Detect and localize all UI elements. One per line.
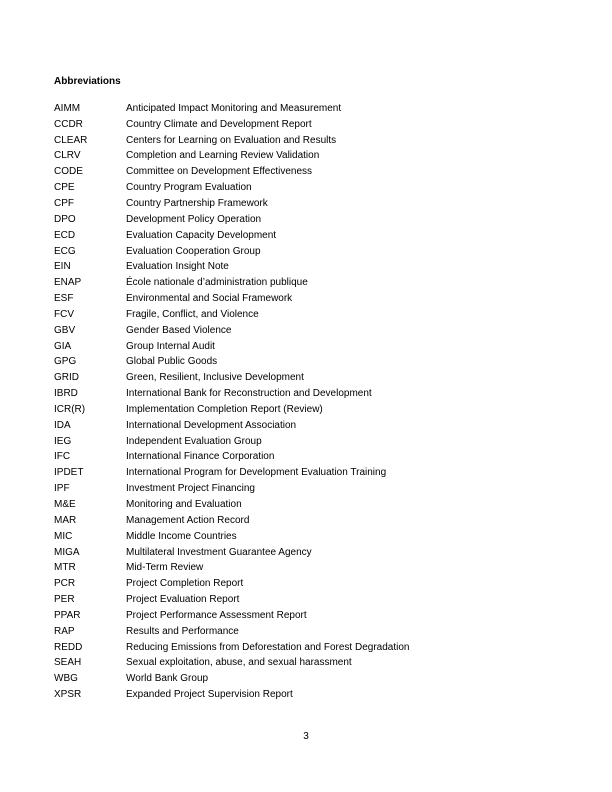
abbreviation-term: SEAH [54, 657, 82, 669]
abbreviation-definition: Expanded Project Supervision Report [126, 689, 293, 701]
abbreviation-definition: Country Climate and Development Report [126, 118, 312, 130]
abbreviation-row [54, 212, 574, 228]
abbreviation-term: CCDR [54, 118, 83, 130]
abbreviation-definition: Gender Based Violence [126, 324, 232, 336]
abbreviation-definition: Environmental and Social Framework [126, 293, 293, 305]
abbreviation-term: MAR [54, 514, 77, 526]
abbreviation-row [54, 244, 574, 260]
abbreviation-term: M&E [54, 499, 76, 511]
abbreviation-row [54, 339, 574, 355]
abbreviation-row [54, 323, 574, 339]
abbreviation-row [54, 434, 574, 450]
abbreviation-term: GBV [54, 324, 76, 336]
abbreviation-term: EIN [54, 261, 71, 273]
abbreviation-definition: Management Action Record [126, 514, 250, 526]
abbreviation-definition: Fragile, Conflict, and Violence [126, 308, 259, 320]
abbreviation-row [54, 164, 574, 180]
abbreviation-definition: International Program for Development Evaluation Training [126, 467, 387, 479]
abbreviation-row [54, 418, 574, 434]
abbreviation-term: ENAP [54, 277, 82, 289]
abbreviation-term: RAP [54, 625, 75, 637]
abbreviation-row [54, 101, 574, 117]
abbreviation-row [54, 529, 574, 545]
abbreviation-definition: Implementation Completion Report (Review) [126, 403, 323, 415]
abbreviation-row [54, 560, 574, 576]
abbreviation-term: GPG [54, 356, 77, 368]
abbreviation-term: IFC [54, 451, 71, 463]
abbreviation-definition: Country Program Evaluation [126, 182, 252, 194]
abbreviation-definition: Project Completion Report [126, 578, 244, 590]
abbreviation-definition: Middle Income Countries [126, 530, 237, 542]
abbreviation-definition: Development Policy Operation [126, 213, 262, 225]
abbreviation-definition: Sexual exploitation, abuse, and sexual harassment [126, 657, 352, 669]
abbreviation-row [54, 259, 574, 275]
abbreviation-row [54, 624, 574, 640]
abbreviation-definition: Green, Resilient, Inclusive Development [126, 372, 304, 384]
abbreviation-row [54, 640, 574, 656]
abbreviation-term: IPF [54, 483, 70, 495]
abbreviation-term: PPAR [54, 609, 81, 621]
abbreviation-term: FCV [54, 308, 74, 320]
abbreviation-term: ICR(R) [54, 403, 86, 415]
abbreviation-definition: International Bank for Reconstruction and Development [126, 388, 372, 400]
abbreviation-row [54, 465, 574, 481]
abbreviation-definition: Committee on Development Effectiveness [126, 166, 313, 178]
abbreviation-term: WBG [54, 673, 78, 685]
page-number: 3 [303, 731, 309, 742]
abbreviation-term: REDD [54, 641, 83, 653]
abbreviation-term: ESF [54, 293, 74, 305]
abbreviations-list [54, 101, 574, 703]
abbreviation-row [54, 481, 574, 497]
abbreviation-row [54, 576, 574, 592]
abbreviation-term: CLRV [54, 150, 81, 162]
abbreviation-row [54, 592, 574, 608]
abbreviation-definition: Completion and Learning Review Validation [126, 150, 320, 162]
abbreviation-term: GRID [54, 372, 79, 384]
abbreviation-row [54, 228, 574, 244]
abbreviation-definition: Evaluation Capacity Development [126, 229, 277, 241]
abbreviation-row [54, 370, 574, 386]
abbreviation-definition: Multilateral Investment Guarantee Agency [126, 546, 312, 558]
abbreviation-definition: Mid-Term Review [126, 562, 204, 574]
abbreviation-row [54, 450, 574, 466]
abbreviation-definition: École nationale d’administration publique [126, 277, 308, 289]
abbreviation-row [54, 133, 574, 149]
abbreviation-definition: International Development Association [126, 419, 297, 431]
abbreviation-definition: Global Public Goods [126, 356, 218, 368]
abbreviation-term: CODE [54, 166, 83, 178]
abbreviation-definition: International Finance Corporation [126, 451, 275, 463]
abbreviation-row [54, 656, 574, 672]
abbreviation-definition: Project Evaluation Report [126, 594, 240, 606]
abbreviation-definition: Anticipated Impact Monitoring and Measurement [126, 102, 342, 114]
abbreviation-row [54, 275, 574, 291]
abbreviation-term: MIC [54, 530, 73, 542]
abbreviation-row [54, 355, 574, 371]
abbreviation-row [54, 687, 574, 703]
abbreviation-term: IPDET [54, 467, 84, 479]
abbreviation-term: MIGA [54, 546, 80, 558]
abbreviation-definition: Evaluation Cooperation Group [126, 245, 261, 257]
abbreviation-definition: Group Internal Audit [126, 340, 215, 352]
abbreviation-term: CLEAR [54, 134, 88, 146]
abbreviation-term: IDA [54, 419, 71, 431]
abbreviation-row [54, 545, 574, 561]
abbreviation-definition: Centers for Learning on Evaluation and Results [126, 134, 337, 146]
abbreviation-row [54, 180, 574, 196]
page-title: Abbreviations [54, 76, 121, 87]
abbreviation-term: IBRD [54, 388, 78, 400]
abbreviation-row [54, 386, 574, 402]
abbreviation-row [54, 291, 574, 307]
abbreviation-definition: Country Partnership Framework [126, 197, 268, 209]
abbreviation-row [54, 196, 574, 212]
abbreviation-term: AIMM [54, 102, 81, 114]
abbreviation-row [54, 608, 574, 624]
abbreviation-definition: Project Performance Assessment Report [126, 609, 307, 621]
abbreviation-definition: Independent Evaluation Group [126, 435, 262, 447]
abbreviation-row [54, 117, 574, 133]
abbreviation-row [54, 671, 574, 687]
abbreviation-term: PCR [54, 578, 76, 590]
abbreviation-row [54, 402, 574, 418]
abbreviation-term: MTR [54, 562, 76, 574]
abbreviation-term: CPF [54, 197, 74, 209]
abbreviation-term: XPSR [54, 689, 82, 701]
abbreviation-term: PER [54, 594, 75, 606]
abbreviation-term: CPE [54, 182, 75, 194]
abbreviation-term: ECG [54, 245, 76, 257]
abbreviation-definition: Monitoring and Evaluation [126, 499, 242, 511]
abbreviation-term: GIA [54, 340, 72, 352]
abbreviation-row [54, 513, 574, 529]
abbreviation-term: DPO [54, 213, 76, 225]
abbreviation-definition: Investment Project Financing [126, 483, 255, 495]
abbreviation-definition: Evaluation Insight Note [126, 261, 229, 273]
abbreviation-definition: Reducing Emissions from Deforestation and Forest Degradation [126, 641, 410, 653]
abbreviation-row [54, 149, 574, 165]
abbreviation-term: ECD [54, 229, 76, 241]
abbreviation-term: IEG [54, 435, 72, 447]
abbreviation-definition: Results and Performance [126, 625, 239, 637]
abbreviation-row [54, 307, 574, 323]
abbreviation-definition: World Bank Group [126, 673, 209, 685]
abbreviation-row [54, 497, 574, 513]
